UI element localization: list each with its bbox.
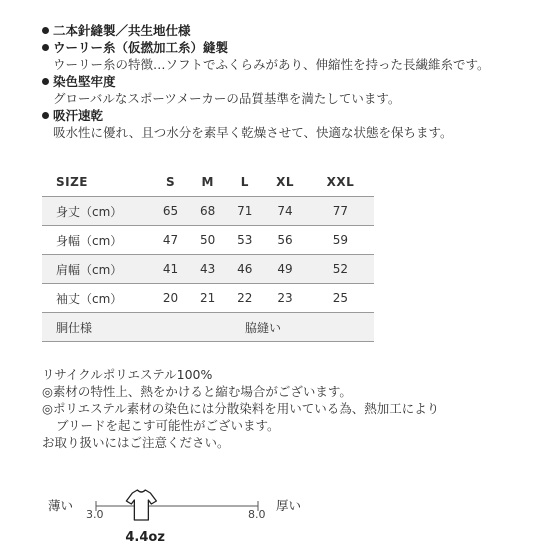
thick-label: 厚い xyxy=(276,498,302,513)
table-cell: 74 xyxy=(277,204,293,218)
size-table-header xyxy=(42,168,374,197)
table-cell: 77 xyxy=(332,204,349,218)
table-row xyxy=(42,313,374,342)
table-cell: 46 xyxy=(237,262,253,276)
feature-list xyxy=(42,22,552,141)
size-header-xl: XL xyxy=(276,175,295,189)
feature-title: ウーリー糸（仮撚加工糸）縫製 xyxy=(53,40,229,55)
feature-heading xyxy=(42,107,552,124)
feature-description: グローバルなスポーツメーカーの品質基準を満たしています。 xyxy=(53,91,401,106)
table-cell: 49 xyxy=(277,262,293,276)
row-label: 肩幅（cm） xyxy=(56,262,123,277)
bullet-icon xyxy=(42,112,49,119)
size-header-m: M xyxy=(201,175,214,189)
note-text: ブリードを起こす可能性がございます。 xyxy=(56,418,280,433)
table-cell: 59 xyxy=(332,233,349,247)
bullet-icon xyxy=(42,44,49,51)
table-row xyxy=(42,226,374,255)
table-cell: 25 xyxy=(332,291,349,305)
tshirt-icon xyxy=(126,490,156,520)
table-cell: 22 xyxy=(237,291,253,305)
feature-title: 吸汗速乾 xyxy=(53,108,104,123)
note-text: ◎素材の特性上、熱をかけると縮む場合がございます。 xyxy=(42,384,352,399)
fabric-weight-label: 4.4oz xyxy=(125,530,165,545)
table-cell: 23 xyxy=(277,291,293,305)
table-cell: 71 xyxy=(237,204,253,218)
scale-min-label: 3.0 xyxy=(86,508,104,521)
size-header-l: L xyxy=(240,175,249,189)
feature-heading xyxy=(42,22,552,39)
table-cell: 52 xyxy=(332,262,349,276)
body-spec-value: 脇縫い xyxy=(244,320,281,335)
table-cell: 47 xyxy=(162,233,179,247)
table-row xyxy=(42,284,374,313)
table-cell: 65 xyxy=(162,204,179,218)
size-header-label: SIZE xyxy=(56,175,89,189)
table-row xyxy=(42,197,374,226)
size-header-s: S xyxy=(165,175,176,189)
table-cell: 56 xyxy=(277,233,293,247)
feature-heading xyxy=(42,39,552,56)
table-cell: 20 xyxy=(162,291,179,305)
bullet-icon xyxy=(42,27,49,34)
row-label: 身丈（cm） xyxy=(56,204,123,219)
row-label: 身幅（cm） xyxy=(56,233,123,248)
table-cell: 21 xyxy=(200,291,216,305)
thin-label: 薄い xyxy=(48,498,74,513)
table-cell: 43 xyxy=(200,262,216,276)
table-cell: 41 xyxy=(162,262,179,276)
feature-description: ウーリー糸の特徴…ソフトでふくらみがあり、伸縮性を持った長繊維糸です。 xyxy=(53,57,490,72)
table-cell: 50 xyxy=(200,233,216,247)
table-cell: 68 xyxy=(200,204,216,218)
size-table xyxy=(42,168,374,342)
row-label: 袖丈（cm） xyxy=(56,291,123,306)
scale-max-label: 8.0 xyxy=(248,508,266,521)
fabric-thickness-scale xyxy=(42,486,342,552)
note-text: ◎ポリエステル素材の染色には分散染料を用いている為、熱加工により xyxy=(42,401,440,416)
feature-heading xyxy=(42,73,552,90)
note-text: お取り扱いにはご注意ください。 xyxy=(42,435,230,450)
size-header-xxl: XXL xyxy=(326,175,355,189)
feature-description: 吸水性に優れ、且つ水分を素早く乾燥させて、快適な状態を保ちます。 xyxy=(53,125,453,140)
notes-section xyxy=(42,366,439,451)
row-label: 胴仕様 xyxy=(56,320,93,335)
material-text: リサイクルポリエステル100% xyxy=(42,367,213,382)
feature-title: 二本針縫製／共生地仕様 xyxy=(53,23,191,38)
bullet-icon xyxy=(42,78,49,85)
table-cell: 53 xyxy=(237,233,253,247)
feature-title: 染色堅牢度 xyxy=(53,74,116,89)
table-row xyxy=(42,255,374,284)
